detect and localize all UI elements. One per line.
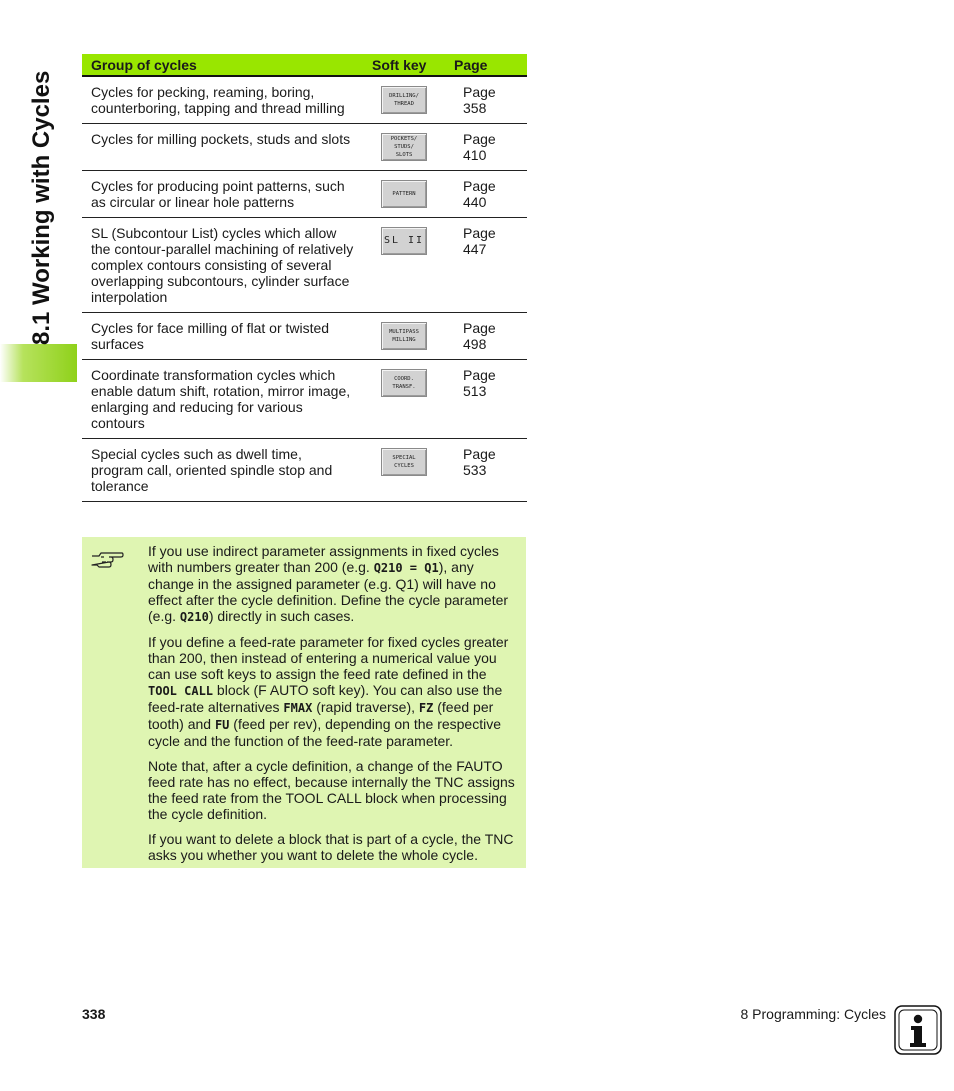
header-page: Page (445, 54, 527, 76)
note-paragraph-4: If you want to delete a block that is part of a cycle, the TNC asks you whether you want to delete the whole cycle. (148, 831, 514, 863)
cycle-group-text: Special cycles such as dwell time, program call, oriented spindle stop and tolerance (82, 439, 363, 502)
cycle-group-text: Coordinate transformation cycles which enable datum shift, rotation, mirror image, enlarging and reducing for various contours (82, 360, 363, 439)
softkey-button[interactable] (381, 86, 427, 114)
softkey-cell (363, 360, 445, 439)
note-paragraph-3: Note that, after a cycle definition, a change of the FAUTO feed rate has no effect, because internally the TNC assigns the feed rate from the TOOL CALL block when processing the cycle definition. (148, 758, 515, 822)
header-softkey: Soft key (363, 54, 445, 76)
page-reference: Page 358 (445, 76, 527, 124)
page-reference: Page 498 (445, 313, 527, 360)
softkey-button[interactable] (381, 322, 427, 350)
softkey-button[interactable] (381, 227, 427, 255)
table-row (82, 76, 527, 124)
pointing-hand-icon (90, 548, 124, 570)
note-paragraph-1: If you use indirect parameter assignments in fixed cycles with numbers greater than 200 (e.g. Q210 = Q1), any change in the assigned parameter (e.g. Q1) will have no effect after the cycle definition. Define the cycle parameter (e.g. Q210) directly in such cases. (148, 543, 509, 624)
softkey-label-line: PATTERN (392, 191, 416, 197)
header-group: Group of cycles (82, 54, 363, 76)
softkey-button[interactable] (381, 133, 427, 161)
softkey-label-line: TRANSF. (392, 384, 416, 390)
table-header-row (82, 54, 527, 76)
softkey-label-line: SL II (383, 235, 425, 246)
table-row (82, 439, 527, 502)
note-box (82, 537, 526, 868)
table-row (82, 171, 527, 218)
page-reference: Page 440 (445, 171, 527, 218)
softkey-cell (363, 171, 445, 218)
table-row (82, 360, 527, 439)
softkey-label-line: POCKETS/ (390, 136, 418, 142)
section-title: 8.1 Working with Cycles (28, 70, 55, 345)
side-tab-marker (0, 344, 77, 382)
softkey-cell (363, 76, 445, 124)
cycles-table (82, 54, 527, 502)
cycle-group-text: SL (Subcontour List) cycles which allow the contour-parallel machining of relatively complex contours consisting of several overlapping subcontours, cylinder surface interpolation (82, 218, 363, 313)
softkey-button[interactable] (381, 180, 427, 208)
table-row (82, 124, 527, 171)
chapter-title: 8 Programming: Cycles (740, 1006, 886, 1022)
page-reference: Page 513 (445, 360, 527, 439)
softkey-label-line: SLOTS (395, 152, 413, 158)
softkey-label-line: MULTIPASS (389, 329, 419, 335)
softkey-label-line: THREAD (394, 101, 414, 107)
cycle-group-text: Cycles for producing point patterns, such as circular or linear hole patterns (82, 171, 363, 218)
cycle-group-text: Cycles for milling pockets, studs and slots (82, 124, 363, 171)
softkey-label-line: COORD. (394, 376, 414, 382)
info-icon (894, 1005, 942, 1055)
page-reference: Page 410 (445, 124, 527, 171)
softkey-label-line: SPECIAL (392, 455, 416, 461)
softkey-cell (363, 124, 445, 171)
softkey-cell (363, 439, 445, 502)
softkey-cell (363, 313, 445, 360)
cycle-group-text: Cycles for pecking, reaming, boring, counterboring, tapping and thread milling (82, 76, 363, 124)
page-number: 338 (82, 1006, 106, 1022)
page-reference: Page 447 (445, 218, 527, 313)
softkey-label-line: STUDS/ (394, 144, 414, 150)
note-text (148, 543, 516, 872)
softkey-button[interactable] (381, 369, 427, 397)
softkey-label-line: MILLING (392, 337, 416, 343)
page-reference: Page 533 (445, 439, 527, 502)
softkey-label-line: CYCLES (394, 463, 414, 469)
softkey-button[interactable] (381, 448, 427, 476)
table-row (82, 218, 527, 313)
softkey-label-line: DRILLING/ (389, 93, 419, 99)
softkey-cell (363, 218, 445, 313)
cycle-group-text: Cycles for face milling of flat or twisted surfaces (82, 313, 363, 360)
note-paragraph-2: If you define a feed-rate parameter for fixed cycles greater than 200, then instead of entering a numerical value you can use soft keys to assign the feed rate defined in the TOOL CALL block (F AUTO soft key). You can also use the feed-rate alternatives FMAX (rapid traverse), FZ (feed per tooth) and FU (feed per rev), depending on the respective cycle and the function of the feed-rate parameter. (148, 634, 509, 749)
table-row (82, 313, 527, 360)
